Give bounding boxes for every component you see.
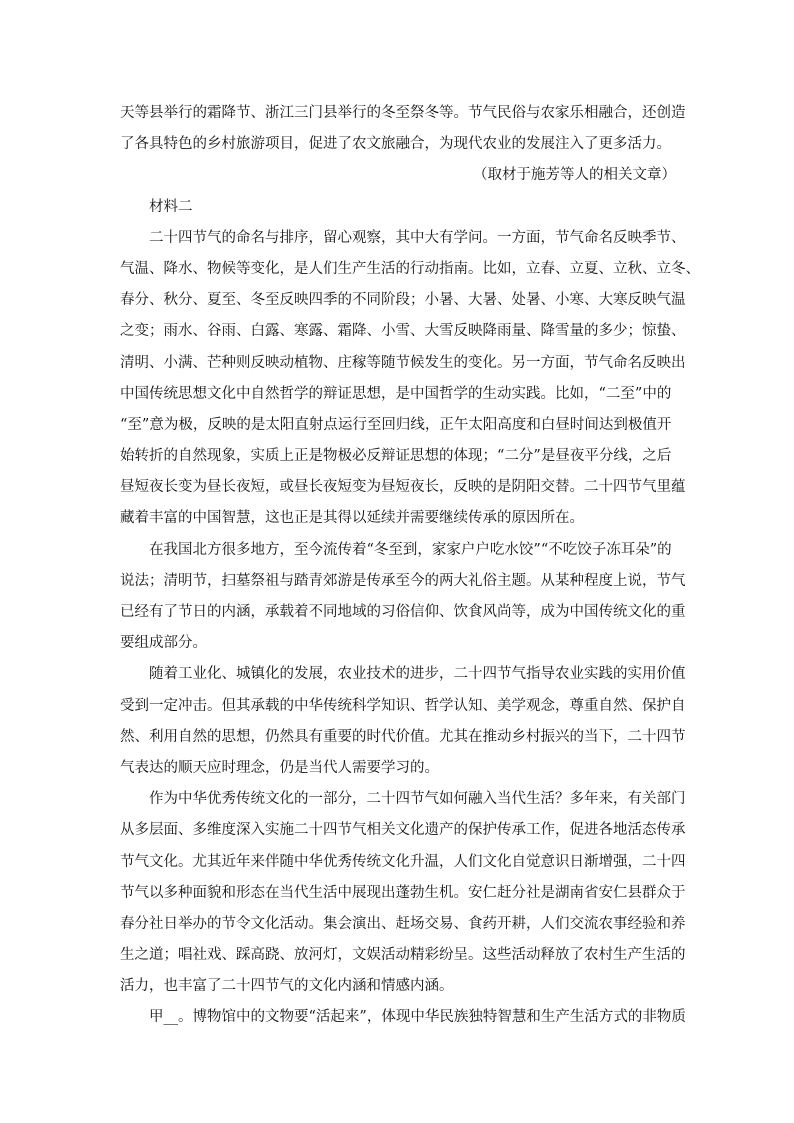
text-line: 藏着丰富的中国智慧，这也正是其得以延续并需要继续传承的原因所在。 <box>120 510 584 527</box>
text-line: 要组成部分。 <box>120 635 207 652</box>
text-line: 昼短夜长变为昼长夜短，或昼长夜短变为昼短夜长，反映的是阴阳交替。二十四节气里蕴 <box>120 479 686 496</box>
text-line: 春分社日举办的节令文化活动。集会演出、赶场交易、食药开耕，人们交流农事经验和养 <box>120 915 686 932</box>
paragraph-start: 二十四节气的命名与排序，留心观察，其中大有学问。一方面，节气命名反映季节、 <box>149 229 686 246</box>
text-line: 始转折的自然现象，实质上正是物极必反辩证思想的体现；“二分”是昼夜平分线，之后 <box>120 448 672 465</box>
text-line: 了各具特色的乡村旅游项目，促进了农文旅融合，为现代农业的发展注入了更多活力。 <box>120 136 671 153</box>
text-line: 气温、降水、物候等变化，是人们生产生活的行动指南。比如，立春、立夏、立秋、立冬、 <box>120 260 700 277</box>
paragraph-start: 在我国北方很多地方，至今流传着“冬至到，家家户户吃水饺”“不吃饺子冻耳朵”的 <box>149 541 672 558</box>
text-line: “至”意为极，反映的是太阳直射点运行至回归线，正午太阳高度和白昼时间达到极值开 <box>120 416 672 433</box>
text-line: 之变；雨水、谷雨、白露、寒露、霜降、小雪、大雪反映降雨量、降雪量的多少；惊蛰、 <box>120 323 686 340</box>
document-page <box>120 98 700 1034</box>
text-line: 节气以多种面貌和形态在当代生活中展现出蓬勃生机。安仁赶分社是湖南省安仁县群众于 <box>120 884 686 901</box>
text-line: 清明、小满、芒种则反映动植物、庄稼等随节候发生的变化。另一方面，节气命名反映出 <box>120 354 686 371</box>
paragraph-start: 作为中华优秀传统文化的一部分，二十四节气如何融入当代生活？多年来，有关部门 <box>149 791 686 808</box>
text-line: 天等县举行的霜降节、浙江三门县举行的冬至祭冬等。节气民俗与农家乐相融合，还创造 <box>120 105 686 121</box>
text-line: 春分、秋分、夏至、冬至反映四季的不同阶段；小暑、大暑、处暑、小寒、大寒反映气温 <box>120 292 686 309</box>
text-line: 受到一定冲击。但其承载的中华传统科学知识、哲学认知、美学观念，尊重自然、保护自 <box>120 697 686 714</box>
paragraph-start: 甲__。博物馆中的文物要“活起来”，体现中华民族独特智慧和生产生活方式的非物质 <box>149 1009 686 1026</box>
text-line: 节气文化。尤其近年来伴随中华优秀传统文化升温，人们文化自觉意识日渐增强，二十四 <box>120 853 686 870</box>
text-line: 活力，也丰富了二十四节气的文化内涵和情感内涵。 <box>120 978 454 995</box>
paragraph-start: 随着工业化、城镇化的发展，农业技术的进步，二十四节气指导农业实践的实用价值 <box>149 666 686 683</box>
text-line: 已经有了节日的内涵，承载着不同地域的习俗信仰、饮食风尚等，成为中国传统文化的重 <box>120 604 686 620</box>
text-line: 气表达的顺天应时理念，仍是当代人需要学习的。 <box>120 759 439 776</box>
text-line: 生之道；唱社戏、踩高跷、放河灯，文娱活动精彩纷呈。这些活动释放了农村生产生活的 <box>120 947 686 964</box>
source-citation: （取材于施芳等人的相关文章） <box>473 167 676 184</box>
text-line: 从多层面、多维度深入实施二十四节气相关文化遗产的保护传承工作，促进各地活态传承 <box>120 822 686 839</box>
text-line: 中国传统思想文化中自然哲学的辩证思想，是中国哲学的生动实践。比如，“二至”中的 <box>120 385 672 402</box>
text-line: 说法；清明节，扫墓祭祖与踏青郊游是传承至今的两大礼俗主题。从某种程度上说，节气 <box>120 572 686 589</box>
text-line: 然、利用自然的思想，仍然具有重要的时代价值。尤其在推动乡村振兴的当下，二十四节 <box>120 728 686 745</box>
section-heading: 材料二 <box>149 198 193 215</box>
